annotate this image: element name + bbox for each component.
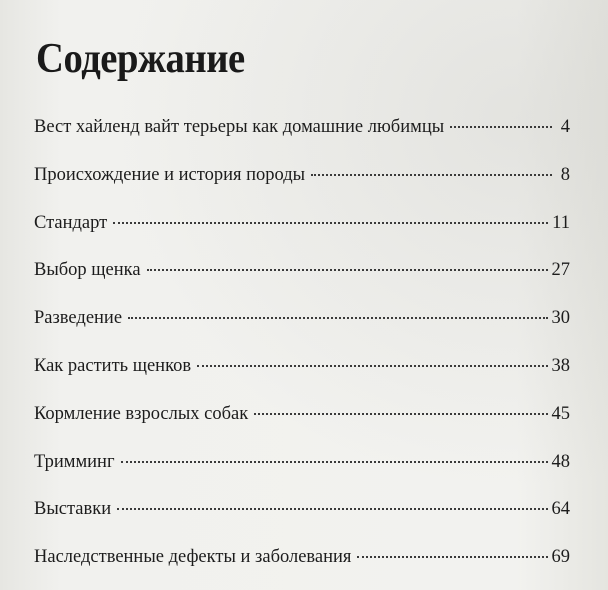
toc-entry-title: Кормление взрослых собак xyxy=(34,403,249,424)
dot-leader xyxy=(128,317,547,319)
toc-entry xyxy=(34,255,570,303)
toc-entry xyxy=(34,351,570,399)
toc-entry-title: Наследственные дефекты и заболевания xyxy=(34,547,352,568)
dot-leader xyxy=(254,413,547,415)
toc-entry-page: 45 xyxy=(551,403,570,424)
toc-entry-page: 38 xyxy=(551,355,570,376)
dot-leader xyxy=(121,461,548,463)
dot-leader xyxy=(117,508,547,510)
toc-entry-title: Происхождение и история породы xyxy=(34,164,306,185)
toc-entry xyxy=(34,160,570,208)
toc-entry-page: 64 xyxy=(551,499,570,520)
dot-leader xyxy=(357,556,547,558)
toc-entry-page: 11 xyxy=(552,212,570,233)
toc-entry xyxy=(34,112,570,160)
toc-entry-title: Как растить щенков xyxy=(34,355,192,376)
toc-entry xyxy=(34,303,570,351)
toc-entry-page: 69 xyxy=(551,547,570,568)
toc-entry-page: 4 xyxy=(560,117,570,137)
toc-entry-title: Выставки xyxy=(34,499,112,520)
dot-leader xyxy=(197,365,547,367)
table-of-contents xyxy=(34,112,570,590)
toc-entry-title: Вест хайленд вайт терьеры как домашние любимцы xyxy=(34,117,445,137)
toc-entry xyxy=(34,208,570,256)
dot-leader xyxy=(147,269,548,271)
toc-entry-page: 48 xyxy=(551,451,570,472)
toc-entry-page: 27 xyxy=(551,260,570,281)
dot-leader xyxy=(311,174,552,176)
toc-entry-title: Тримминг xyxy=(34,451,115,472)
toc-entry-title: Стандарт xyxy=(34,212,108,233)
toc-entry xyxy=(34,542,570,590)
bleed-through-text xyxy=(300,42,608,82)
toc-entry-page: 30 xyxy=(551,308,570,329)
dot-leader xyxy=(113,222,548,224)
toc-title: Содержание xyxy=(36,36,245,82)
toc-entry-page: 8 xyxy=(560,164,570,185)
dot-leader xyxy=(450,126,552,128)
toc-entry-title: Разведение xyxy=(34,308,123,329)
toc-entry xyxy=(34,494,570,542)
toc-entry xyxy=(34,447,570,495)
toc-entry xyxy=(34,399,570,447)
toc-entry-title: Выбор щенка xyxy=(34,260,141,281)
